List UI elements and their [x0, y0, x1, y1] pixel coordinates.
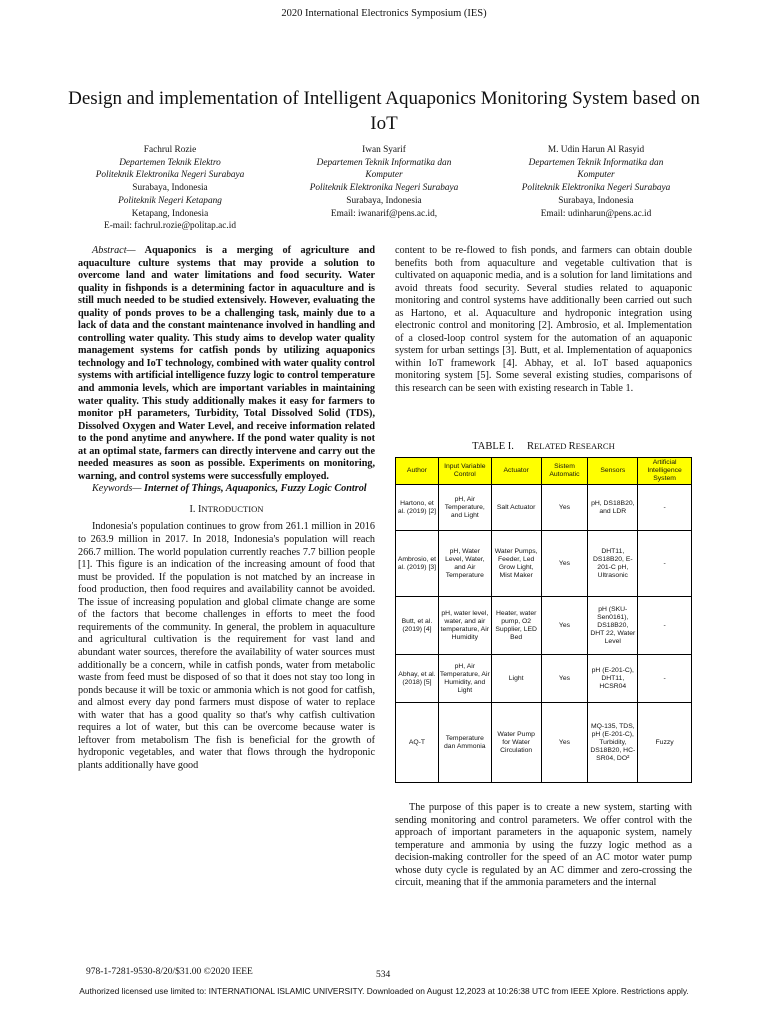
table-header-cell: Author	[396, 458, 439, 485]
table-cell: pH (E-201-C), DHT11, HCSR04	[588, 655, 638, 703]
author-affiliation-line: Komputer	[365, 170, 403, 181]
table-cell: pH, Air Temperature, and Light	[438, 485, 491, 531]
author-affiliation-line: Politeknik Elektronika Negeri Surabaya	[521, 183, 671, 194]
table-cell: MQ-135, TDS, pH (E-201-C), Turbidity, DS18B20, HC-SR04, DO²	[588, 703, 638, 783]
author-block	[481, 144, 711, 220]
paper-title: Design and implementation of Intelligent Aquaponics Monitoring System based on IoT	[68, 88, 700, 134]
table-header-cell: Sensors	[588, 458, 638, 485]
isbn-footer: 978-1-7281-9530-8/20/$31.00 ©2020 IEEE	[86, 967, 253, 977]
table-cell: Salt Actuator	[491, 485, 541, 531]
author-affiliation-line: Politeknik Elektronika Negeri Surabaya	[309, 183, 459, 194]
section-title-rest: NTRODUCTION	[201, 503, 264, 514]
table-header-cell: Input Variable Control	[438, 458, 491, 485]
table-cell: Heater, water pump, O2 Supplier, LED Bed	[491, 597, 541, 655]
license-notice: Authorized licensed use limited to: INTERNATIONAL ISLAMIC UNIVERSITY. Downloaded on August 12,2023 at 10:26:38 UTC from IEEE Xplore. Restrictions apply.	[79, 986, 689, 996]
related-work-paragraph: content to be re-flowed to fish ponds, and farmers can obtain double benefits both from aquaculture and vegetable cultivation that is cultivated on aquaponic media, and is a solution for land limitations and avoid threats food security. Several studies related to aquaponic monitoring and control systems have additionally been carried out such as Hartono, et al. Aquaculture and hydroponic integration using electronic control and monitoring [2]. Ambrosio, et al. Implementation of a closed-loop control system for the automation of an aquaponic system for urban settings [3]. Butt, et al. Implementation of aquaponics within IoT framework [4]. Abhay, et al. IoT based aquaponics monitoring system [5]. Some several existing studies, comparisons of this research can be seen with existing research in Table 1.	[395, 245, 692, 395]
right-column-bottom	[395, 802, 692, 890]
section-title-first: I	[198, 503, 202, 515]
table-cell: -	[638, 655, 692, 703]
table-caption-first: R	[527, 441, 535, 452]
left-column	[78, 245, 375, 772]
table-header-row	[396, 458, 692, 485]
table-cell: Yes	[541, 703, 588, 783]
table-cell: pH, water level, water, and air temperature, Air Humidity	[438, 597, 491, 655]
table-cell: Abhay, et al. (2018) [5]	[396, 655, 439, 703]
author-name: Iwan Syarif	[362, 145, 406, 155]
page-number: 534	[376, 970, 391, 980]
table-cell: Water Pump for Water Circulation	[491, 703, 541, 783]
table-cell: pH (SKU-Sen0161), DS18B20, DHT 22, Water Level	[588, 597, 638, 655]
purpose-paragraph: The purpose of this paper is to create a new system, starting with sending monitoring and control parameters. We offer control with the approach of important parameters in the aquaponic system, namely temperature and ammonia by using the fuzzy logic method as a decision-making controller for the speed of an AC motor water pump whose duty cycle is regulated by an AC dimmer and zero-crossing the circuit, meaning that if the ammonia parameters and the internal	[395, 802, 692, 889]
table-row	[396, 597, 692, 655]
table-header-cell: Sistem Automatic	[541, 458, 588, 485]
table-label: TABLE I.	[472, 441, 514, 452]
author-affiliation-line: E-mail: fachrul.rozie@politap.ac.id	[104, 221, 236, 232]
author-affiliation-line: Departemen Teknik Informatika dan	[316, 157, 452, 168]
table-cell: pH, DS18B20, and LDR	[588, 485, 638, 531]
table-header-cell: Artificial Intelligence System	[638, 458, 692, 485]
right-column-top	[395, 245, 692, 396]
conference-header: 2020 International Electronics Symposium (IES)	[281, 8, 487, 19]
table-cell: AQ-T	[396, 703, 439, 783]
table-caption-rest: ELATED	[534, 441, 569, 451]
author-affiliation-line: Ketapang, Indonesia	[131, 208, 209, 219]
table-cell: Temperature dan Ammonia	[438, 703, 491, 783]
table-cell: Hartono, et al. (2019) [2]	[396, 485, 439, 531]
author-affiliation-line: Departemen Teknik Elektro	[119, 157, 221, 168]
table-cell: Light	[491, 655, 541, 703]
abstract	[78, 245, 375, 483]
author-affiliation-line: Departemen Teknik Informatika dan	[528, 157, 664, 168]
table-cell: -	[638, 597, 692, 655]
table-caption-rest2: ESEARCH	[575, 441, 615, 451]
table-cell: Butt, et al. (2019) [4]	[396, 597, 439, 655]
related-research-table	[395, 457, 692, 783]
table-cell: pH, Water Level, Water, and Air Temperature	[438, 531, 491, 597]
author-affiliation-line: Email: iwanarif@pens.ac.id,	[330, 208, 438, 219]
author-block	[269, 144, 499, 220]
author-affiliation-line: Politeknik Elektronika Negeri Surabaya	[95, 170, 245, 181]
table-cell: pH, Air Temperature, Air Humidity, and Light	[438, 655, 491, 703]
section-number: I.	[189, 503, 196, 515]
table-header-cell: Actuator	[491, 458, 541, 485]
table-row	[396, 703, 692, 783]
table-caption-first2: R	[568, 441, 576, 452]
table-cell: -	[638, 485, 692, 531]
table-cell: Yes	[541, 655, 588, 703]
section-heading	[78, 503, 375, 517]
table-cell: Yes	[541, 531, 588, 597]
keywords-text: Internet of Things, Aquaponics, Fuzzy Logic Control	[143, 483, 367, 495]
keywords	[78, 483, 375, 496]
author-name: Fachrul Rozie	[143, 145, 197, 155]
author-affiliation-line: Surabaya, Indonesia	[558, 195, 634, 206]
author-affiliation-line: Email: udinharun@pens.ac.id	[540, 208, 652, 219]
abstract-text: Aquaponics is a merging of agriculture and aquaculture culture systems that may provide a solution to overcome land and water limitations and food security. Water quality in fishponds is a determining factor in aquaculture and is still much needed to be studied extensively. However, evaluating the quality of ponds proves to be a challenging task, mainly due to a lack of data and the constant maintenance involved in handling and controlling water quality. This study aims to develop water quality management systems for catfish ponds by utilizing aquaponics technology and IoT technology, combined with water quality control systems with artificial intelligence fuzzy logic to control temperature and ammonia levels, which are important variables in maintaining water quality. This study additionally makes it easy for farmers to monitor pH parameters, Turbidity, Total Dissolved Solid (TDS), Dissolved Oxygen and Water Level, and receive information related to the pond anytime and anywhere. If the pond water quality is not at an optimal state, farmers can directly intervene and carry out the needed measures as soon as possible. Experiments on monitoring, warning, and control systems were successfully employed.	[78, 245, 376, 482]
table-cell: Ambrosio, et al. (2019) [3]	[396, 531, 439, 597]
intro-paragraph: Indonesia's population continues to grow from 261.1 million in 2016 to 263.9 million in 2017. In 2018, Indonesia's population will reach 266.7 million. The world population currently reaches 7.7 billion people [1]. This figure is an indication of the increasing amount of food that must be provided. If the population is not matched by an increase in food production, then food requires and availability cannot be avoided. The issue of increasing population and global climate change are some of the factors that become challenges in efforts to meet the food requirements of the community. In general, the problem in aquaculture and agricultural cultivation is the requirement for vast land and abundant water sources, therefore the availability of water sources must additionally be a concern, while in catfish ponds, water from metabolic waste from feed must be disposed of so that it does not stay too long in ponds because it will be toxic or ammonia which is not good for catfish, and almost every day pond farmers must dispose of water to replace with water that has a good quality so that's why catfish cultivation requires a lot of water, but this can be overcome because water is leftover from metabolism The fish is beneficial for the growth of hydroponic vegetables, and water that flows through the hydroponic plants additionally have good	[78, 521, 375, 771]
author-affiliation-line: Komputer	[577, 170, 615, 181]
author-block	[55, 144, 285, 233]
table-row	[396, 655, 692, 703]
table-caption	[395, 441, 692, 452]
keywords-label: Keywords—	[92, 483, 142, 495]
table-cell: -	[638, 531, 692, 597]
author-affiliation-line: Surabaya, Indonesia	[346, 195, 422, 206]
table-row	[396, 485, 692, 531]
table-cell: Water Pumps, Feeder, Led Grow Light, Mist Maker	[491, 531, 541, 597]
author-affiliation-line: Politeknik Negeri Ketapang	[118, 195, 222, 206]
author-name: M. Udin Harun Al Rasyid	[547, 145, 645, 155]
table-row	[396, 531, 692, 597]
table-cell: Yes	[541, 485, 588, 531]
table-cell: Fuzzy	[638, 703, 692, 783]
author-affiliation-line: Surabaya, Indonesia	[132, 183, 208, 194]
abstract-label: Abstract—	[92, 245, 136, 256]
table-cell: DHT11, DS18B20, E-201-C pH, Ultrasonic	[588, 531, 638, 597]
table-cell: Yes	[541, 597, 588, 655]
